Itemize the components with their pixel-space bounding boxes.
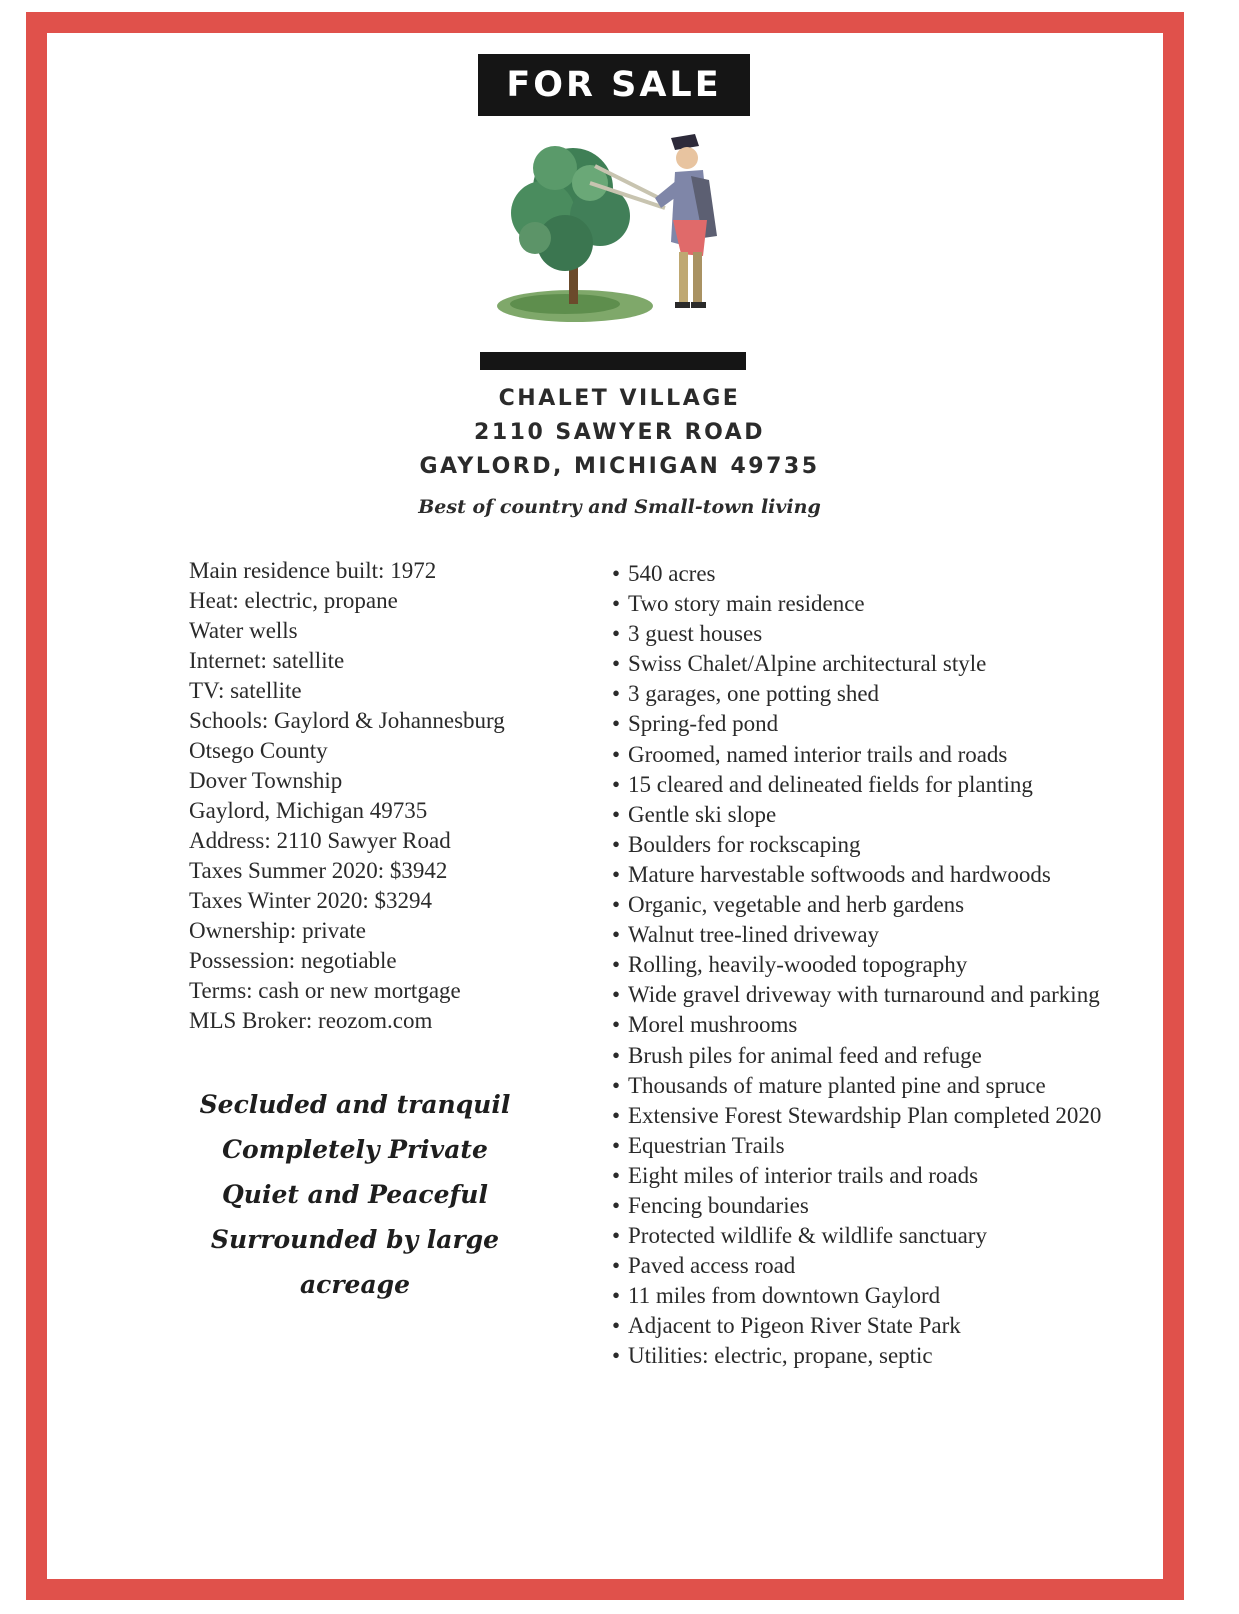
detail-item: Taxes Winter 2020: $3294 xyxy=(189,888,432,913)
detail-item: Heat: electric, propane xyxy=(189,588,398,613)
feature-item: • Adjacent to Pigeon River State Park xyxy=(628,1311,1101,1341)
detail-item: Otsego County xyxy=(189,738,328,763)
property-city: GAYLORD, MICHIGAN 49735 xyxy=(419,454,820,479)
feature-item: • Rolling, heavily-wooded topography xyxy=(628,950,1101,980)
detail-item: Terms: cash or new mortgage xyxy=(189,978,461,1003)
feature-item: • 11 miles from downtown Gaylord xyxy=(628,1281,1101,1311)
feature-item: • Thousands of mature planted pine and spruce xyxy=(628,1071,1101,1101)
detail-item: Possession: negotiable xyxy=(189,948,397,973)
detail-item: Main residence built: 1972 xyxy=(189,558,437,583)
detail-item: Dover Township xyxy=(189,768,343,793)
feature-item: • Paved access road xyxy=(628,1251,1101,1281)
detail-item: MLS Broker: reozom.com xyxy=(189,1008,433,1033)
feature-item: • Wide gravel driveway with turnaround and parking xyxy=(628,980,1101,1010)
detail-item: Address: 2110 Sawyer Road xyxy=(189,828,451,853)
slogan-line: Quiet and Peaceful xyxy=(222,1180,488,1209)
feature-item: • Spring-fed pond xyxy=(628,709,1101,739)
feature-item: • Fencing boundaries xyxy=(628,1191,1101,1221)
feature-item: • Protected wildlife & wildlife sanctuary xyxy=(628,1221,1101,1251)
property-name: CHALET VILLAGE xyxy=(498,386,741,411)
feature-item: • Morel mushrooms xyxy=(628,1010,1101,1040)
feature-item: • Two story main residence xyxy=(628,589,1101,619)
property-details-list xyxy=(189,556,505,1036)
slogan-line: Completely Private xyxy=(222,1135,488,1164)
property-street: 2110 SAWYER ROAD xyxy=(474,420,765,445)
feature-item: • Gentle ski slope xyxy=(628,800,1101,830)
slogans-block xyxy=(170,1082,540,1307)
feature-item: • Swiss Chalet/Alpine architectural style xyxy=(628,649,1101,679)
feature-item: • Extensive Forest Stewardship Plan completed 2020 xyxy=(628,1101,1101,1131)
detail-item: Taxes Summer 2020: $3942 xyxy=(189,858,448,883)
feature-item: • Groomed, named interior trails and roads xyxy=(628,740,1101,770)
feature-item: • 15 cleared and delineated fields for planting xyxy=(628,770,1101,800)
tree-pruning-gardener-icon xyxy=(495,128,745,340)
feature-item: • Mature harvestable softwoods and hardwoods xyxy=(628,860,1101,890)
feature-item: • Boulders for rockscaping xyxy=(628,830,1101,860)
tagline: Best of country and Small-town living xyxy=(418,496,821,518)
detail-item: TV: satellite xyxy=(189,678,302,703)
detail-item: Gaylord, Michigan 49735 xyxy=(189,798,428,823)
black-divider-bar xyxy=(480,352,746,370)
for-sale-banner: FOR SALE xyxy=(478,54,750,116)
property-features-list xyxy=(628,559,1101,1372)
feature-item: • Brush piles for animal feed and refuge xyxy=(628,1041,1101,1071)
feature-item: • Equestrian Trails xyxy=(628,1131,1101,1161)
detail-item: Ownership: private xyxy=(189,918,366,943)
detail-item: Water wells xyxy=(189,618,298,643)
slogan-line: Secluded and tranquil xyxy=(199,1090,511,1119)
detail-item: Internet: satellite xyxy=(189,648,345,673)
feature-item: • 540 acres xyxy=(628,559,1101,589)
feature-item: • Utilities: electric, propane, septic xyxy=(628,1341,1101,1371)
feature-item: • Walnut tree-lined driveway xyxy=(628,920,1101,950)
detail-item: Schools: Gaylord & Johannesburg xyxy=(189,708,505,733)
feature-item: • 3 guest houses xyxy=(628,619,1101,649)
feature-item: • 3 garages, one potting shed xyxy=(628,679,1101,709)
feature-item: • Eight miles of interior trails and roads xyxy=(628,1161,1101,1191)
feature-item: • Organic, vegetable and herb gardens xyxy=(628,890,1101,920)
slogan-line: Surrounded by large acreage xyxy=(210,1225,500,1299)
